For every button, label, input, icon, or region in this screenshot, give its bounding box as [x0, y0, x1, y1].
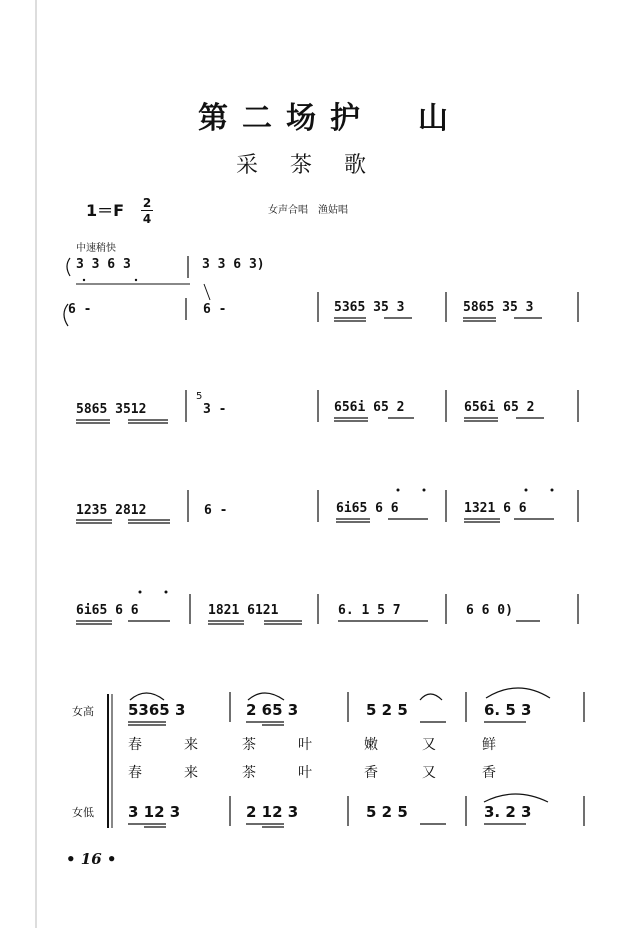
lyric-1-6: 又 [422, 737, 436, 753]
row3-bar-2: 3 - [203, 402, 227, 417]
octave-dot [83, 279, 85, 281]
row4-bar-3: 6i65 6 6 [336, 501, 399, 516]
octave-dot [423, 489, 426, 492]
lyric-1-1: 春 [128, 737, 142, 753]
soprano-label: 女高 [72, 705, 94, 718]
lyric-1-7: 鲜 [482, 737, 496, 753]
lyric-1-3: 茶 [242, 737, 256, 753]
key-signature: 1＝F [86, 201, 125, 220]
octave-dot [525, 489, 528, 492]
lyric-2-5: 香 [364, 765, 378, 781]
slur [248, 693, 284, 700]
page-title: 第二场护 山 [198, 101, 462, 136]
performance-note: 女声合唱 渔姑唱 [268, 205, 348, 216]
intro-brace-tick [204, 284, 210, 300]
intro-open-bracket [67, 258, 70, 276]
lyric-2-2: 来 [184, 765, 198, 781]
octave-dot [551, 489, 554, 492]
time-signature-numerator: 2 [142, 196, 152, 210]
row5-bar-2: 1821 6121 [208, 603, 279, 618]
row2-bar-1: 6 - [68, 302, 92, 317]
row5-bar-3: 6. 1 5 7 [338, 603, 401, 618]
grace-note: 5 [196, 391, 203, 402]
alto-bar-3: 5 2 5 [366, 803, 408, 821]
row3-bar-1: 5865 3512 [76, 402, 147, 417]
soprano-bar-1: 5365 3 [128, 701, 186, 719]
slur [486, 688, 550, 698]
intro-bar-1: 3 3 6 3 [76, 257, 131, 272]
slur [130, 693, 164, 700]
row4-bar-1: 1235 2812 [76, 503, 147, 518]
row5-bar-1: 6i65 6 6 [76, 603, 139, 618]
soprano-bar-4: 6. 5 3 [484, 701, 532, 719]
tempo-marking: 中速稍快 [76, 243, 116, 254]
soprano-bar-3: 5 2 5 [366, 701, 408, 719]
octave-dot [135, 279, 137, 281]
octave-dot [165, 591, 168, 594]
song-title: 采茶歌 [236, 153, 399, 178]
row2-bar-2: 6 - [203, 302, 227, 317]
alto-bar-2: 2 12 3 [246, 803, 299, 821]
row4-bar-2: 6 - [204, 503, 228, 518]
lyric-2-4: 叶 [298, 765, 312, 781]
time-signature-denominator: 4 [142, 212, 152, 226]
lyric-2-3: 茶 [242, 765, 256, 781]
octave-dot [139, 591, 142, 594]
lyric-2-6: 又 [422, 765, 436, 781]
octave-dot [397, 489, 400, 492]
lyric-2-7: 香 [482, 765, 496, 781]
row3-bar-3: 656i 65 2 [334, 400, 405, 415]
lyric-1-4: 叶 [298, 737, 312, 753]
row5-bar-4: 6 6 0) [466, 603, 513, 618]
slur [420, 694, 442, 700]
alto-bar-1: 3 12 3 [128, 803, 181, 821]
row2-bar-4: 5865 35 3 [463, 300, 534, 315]
lyric-1-2: 来 [184, 737, 198, 753]
row3-bar-4: 656i 65 2 [464, 400, 535, 415]
lyric-2-1: 春 [128, 765, 142, 781]
alto-bar-4: 3. 2 3 [484, 803, 532, 821]
row4-bar-4: 1321 6 6 [464, 501, 527, 516]
intro-bar-2: 3 3 6 3) [202, 257, 265, 272]
soprano-bar-2: 2 65 3 [246, 701, 299, 719]
row2-open-paren [64, 304, 68, 326]
slur [484, 794, 548, 802]
row2-bar-3: 5365 35 3 [334, 300, 405, 315]
alto-label: 女低 [72, 806, 94, 819]
lyric-1-5: 嫩 [364, 737, 378, 753]
page-number: • 16 • [66, 850, 117, 868]
